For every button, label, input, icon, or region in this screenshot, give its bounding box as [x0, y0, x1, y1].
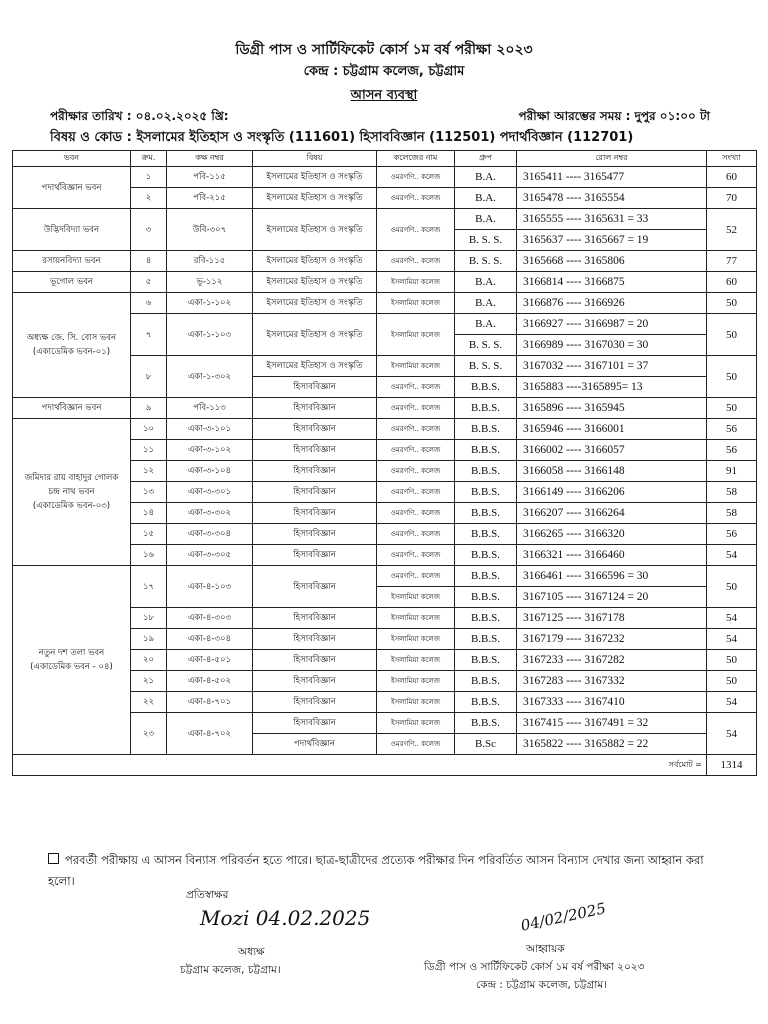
college-cell: ইসলামিয়া কলেজ: [377, 293, 455, 314]
room-cell: একা-৩-৩০১: [167, 482, 253, 503]
college-cell: ইসলামিয়া কলেজ: [377, 356, 455, 377]
count-cell: 56: [707, 440, 757, 461]
college-cell: ওমরগণি.. কলেজ: [377, 209, 455, 251]
room-cell: একা-৪-৩০৩: [167, 608, 253, 629]
building-cell: [13, 293, 131, 398]
subjects-line: বিষয় ও কোড : ইসলামের ইতিহাস ও সংস্কৃতি (111601) হিসাববিজ্ঞান (112501) পদার্থবিজ্ঞান (112701): [50, 130, 634, 145]
room-cell: রবি-১১৫: [167, 251, 253, 272]
count-cell: 91: [707, 461, 757, 482]
checkbox-icon: [48, 853, 59, 864]
serial-cell: ১৯: [131, 629, 167, 650]
group-cell: B.B.S.: [455, 608, 517, 629]
subject-cell: ইসলামের ইতিহাস ও সংস্কৃতি: [253, 356, 377, 377]
room-cell: ভূ-১১২: [167, 272, 253, 293]
serial-cell: ৪: [131, 251, 167, 272]
subject-cell: হিসাববিজ্ঞান: [253, 671, 377, 692]
room-cell: একা-৪-৩০৪: [167, 629, 253, 650]
roll-cell: 3167283 ---- 3167332: [517, 671, 707, 692]
subject-cell: হিসাববিজ্ঞান: [253, 461, 377, 482]
group-cell: B.B.S.: [455, 587, 517, 608]
serial-cell: ৩: [131, 209, 167, 251]
building-name: অধ্যক্ষ জে. সি. বোস ভবন: [26, 333, 117, 343]
serial-cell: ২১: [131, 671, 167, 692]
college-cell: ওমরগণি.. কলেজ: [377, 482, 455, 503]
roll-cell: 3167333 ---- 3167410: [517, 692, 707, 713]
serial-cell: ১৫: [131, 524, 167, 545]
serial-cell: ১৪: [131, 503, 167, 524]
college-cell: ইসলামিয়া কলেজ: [377, 587, 455, 608]
serial-cell: ১৭: [131, 566, 167, 608]
group-cell: B.B.S.: [455, 650, 517, 671]
count-cell: 58: [707, 503, 757, 524]
table-row: [13, 398, 757, 419]
roll-cell: 3167415 ---- 3167491 = 32: [517, 713, 707, 734]
convener-exam: ডিগ্রী পাস ও সার্টিফিকেট কোর্স ১ম বর্ষ পরীক্ষা ২০২৩: [424, 961, 645, 973]
building-note: (একাডেমিক ভবন-০৩): [32, 501, 111, 511]
serial-cell: ১৩: [131, 482, 167, 503]
college-cell: ইসলামিয়া কলেজ: [377, 608, 455, 629]
count-cell: 50: [707, 566, 757, 608]
serial-cell: ২: [131, 188, 167, 209]
subject-cell: ইসলামের ইতিহাস ও সংস্কৃতি: [253, 167, 377, 188]
table-row: [13, 167, 757, 188]
serial-cell: ৭: [131, 314, 167, 356]
college-cell: ওমরগণি.. কলেজ: [377, 167, 455, 188]
group-cell: B.B.S.: [455, 503, 517, 524]
exam-start-time: পরীক্ষা আরম্ভের সময় : দুপুর ০১:০০ টা: [518, 109, 710, 123]
roll-cell: 3166265 ---- 3166320: [517, 524, 707, 545]
principal-org: চট্টগ্রাম কলেজ, চট্টগ্রাম।: [180, 964, 281, 976]
group-cell: B. S. S.: [455, 230, 517, 251]
seat-plan-heading: আসন ব্যবস্থা: [350, 88, 418, 103]
room-cell: একা-৩-১০২: [167, 440, 253, 461]
group-cell: B.B.S.: [455, 692, 517, 713]
room-cell: পবি-২১৫: [167, 188, 253, 209]
subject-cell: হিসাববিজ্ঞান: [253, 566, 377, 608]
group-cell: B.B.S.: [455, 671, 517, 692]
roll-cell: 3165946 ---- 3166001: [517, 419, 707, 440]
count-cell: 50: [707, 671, 757, 692]
subject-cell: হিসাববিজ্ঞান: [253, 545, 377, 566]
college-cell: ওমরগণি.. কলেজ: [377, 503, 455, 524]
serial-cell: ১১: [131, 440, 167, 461]
roll-cell: 3166207 ---- 3166264: [517, 503, 707, 524]
college-cell: ওমরগণি.. কলেজ: [377, 566, 455, 587]
roll-cell: 3167233 ---- 3167282: [517, 650, 707, 671]
room-cell: একা-৪-৭০১: [167, 692, 253, 713]
building-note: (একাডেমিক ভবন - ০৪): [30, 662, 113, 672]
table-header-row: [13, 151, 757, 167]
subject-cell: ইসলামের ইতিহাস ও সংস্কৃতি: [253, 251, 377, 272]
room-cell: উবি-৩০৭: [167, 209, 253, 251]
count-cell: 54: [707, 545, 757, 566]
college-cell: ইসলামিয়া কলেজ: [377, 650, 455, 671]
room-cell: পবি-১১৫: [167, 167, 253, 188]
subject-cell: হিসাববিজ্ঞান: [253, 608, 377, 629]
header-roll: রোল নম্বর: [517, 151, 707, 167]
convener-title: আহ্বায়ক: [526, 943, 565, 955]
serial-cell: ২২: [131, 692, 167, 713]
room-cell: একা-৪-৭০২: [167, 713, 253, 755]
room-cell: পবি-১১৩: [167, 398, 253, 419]
group-cell: B.A.: [455, 272, 517, 293]
college-cell: ইসলামিয়া কলেজ: [377, 314, 455, 356]
roll-cell: 3167105 ---- 3167124 = 20: [517, 587, 707, 608]
serial-cell: ৯: [131, 398, 167, 419]
college-cell: ইসলামিয়া কলেজ: [377, 692, 455, 713]
page-title: ডিগ্রী পাস ও সার্টিফিকেট কোর্স ১ম বর্ষ পরীক্ষা ২০২৩: [235, 42, 533, 58]
count-cell: 56: [707, 524, 757, 545]
count-cell: 54: [707, 629, 757, 650]
seat-plan-note: [48, 850, 728, 892]
exam-center: কেন্দ্র : চট্টগ্রাম কলেজ, চট্টগ্রাম: [303, 64, 465, 79]
count-cell: 60: [707, 167, 757, 188]
roll-cell: 3166321 ---- 3166460: [517, 545, 707, 566]
header-serial: ক্রম.: [131, 151, 167, 167]
room-cell: একা-৩-১০৪: [167, 461, 253, 482]
roll-cell: 3165883 ----3165895= 13: [517, 377, 707, 398]
subject-cell: হিসাববিজ্ঞান: [253, 440, 377, 461]
building-name: নতুন দশ তলা ভবন: [38, 648, 105, 658]
subject-cell: হিসাববিজ্ঞান: [253, 713, 377, 734]
count-cell: 70: [707, 188, 757, 209]
college-cell: ওমরগণি.. কলেজ: [377, 419, 455, 440]
count-cell: 50: [707, 314, 757, 356]
group-cell: B.B.S.: [455, 377, 517, 398]
group-cell: B.B.S.: [455, 482, 517, 503]
roll-cell: 3166002 ---- 3166057: [517, 440, 707, 461]
college-cell: ওমরগণি.. কলেজ: [377, 524, 455, 545]
room-cell: একা-১-৩০২: [167, 356, 253, 398]
subject-cell: ইসলামের ইতিহাস ও সংস্কৃতি: [253, 293, 377, 314]
college-cell: ইসলামিয়া কলেজ: [377, 272, 455, 293]
countersign-label: প্রতিস্বাক্ষর: [186, 889, 229, 901]
group-cell: B. S. S.: [455, 335, 517, 356]
convener-signature: 04/02/2025: [519, 899, 608, 935]
header-building: ভবন: [13, 151, 131, 167]
group-cell: B.Sc: [455, 734, 517, 755]
subject-cell: ইসলামের ইতিহাস ও সংস্কৃতি: [253, 209, 377, 251]
count-cell: 60: [707, 272, 757, 293]
roll-cell: 3166876 ---- 3166926: [517, 293, 707, 314]
principal-title: অধ্যক্ষ: [238, 946, 265, 958]
room-cell: একা-১-১০২: [167, 293, 253, 314]
roll-cell: 3167032 ---- 3167101 = 37: [517, 356, 707, 377]
building-cell: রসায়নবিদ্যা ভবন: [13, 251, 131, 272]
roll-cell: 3166461 ---- 3166596 = 30: [517, 566, 707, 587]
group-cell: B.A.: [455, 188, 517, 209]
count-cell: 50: [707, 293, 757, 314]
seat-plan-table: [12, 150, 757, 776]
subject-cell: পদার্থবিজ্ঞান: [253, 734, 377, 755]
roll-cell: 3165668 ---- 3165806: [517, 251, 707, 272]
count-cell: 58: [707, 482, 757, 503]
college-cell: ওমরগণি.. কলেজ: [377, 398, 455, 419]
serial-cell: ১: [131, 167, 167, 188]
note-text: পরবর্তী পরীক্ষায় এ আসন বিন্যাস পরিবর্তন হতে পারে। ছাত্র-ছাত্রীদের প্রত্যেক পরীক্ষার দিন পরিবর্তিত আসন বিন্যাস দেখার জন্য আহ্বান করা হলো।: [48, 853, 704, 888]
roll-cell: 3166927 ---- 3166987 = 20: [517, 314, 707, 335]
room-cell: একা-৩-৩০৫: [167, 545, 253, 566]
group-cell: B.B.S.: [455, 398, 517, 419]
count-cell: 54: [707, 608, 757, 629]
count-cell: 54: [707, 713, 757, 755]
room-cell: একা-৪-১০৩: [167, 566, 253, 608]
header-count: সংখ্যা: [707, 151, 757, 167]
building-cell: ভূগোল ভবন: [13, 272, 131, 293]
subject-cell: হিসাববিজ্ঞান: [253, 650, 377, 671]
subject-cell: হিসাববিজ্ঞান: [253, 503, 377, 524]
college-cell: ইসলামিয়া কলেজ: [377, 629, 455, 650]
building-name-line2: চন্দ্র নাথ ভবন: [48, 487, 95, 497]
total-row: [13, 755, 757, 776]
group-cell: B.A.: [455, 167, 517, 188]
total-label: সর্বমোট =: [13, 755, 707, 776]
table-row: [13, 251, 757, 272]
group-cell: B. S. S.: [455, 251, 517, 272]
building-note: (একাডেমিক ভবন-০১): [32, 347, 111, 357]
serial-cell: ১৬: [131, 545, 167, 566]
subject-cell: হিসাববিজ্ঞান: [253, 482, 377, 503]
serial-cell: ১৮: [131, 608, 167, 629]
college-cell: ইসলামিয়া কলেজ: [377, 671, 455, 692]
roll-cell: 3165896 ---- 3165945: [517, 398, 707, 419]
serial-cell: ৮: [131, 356, 167, 398]
group-cell: B. S. S.: [455, 356, 517, 377]
subject-cell: হিসাববিজ্ঞান: [253, 419, 377, 440]
subject-cell: হিসাববিজ্ঞান: [253, 377, 377, 398]
serial-cell: ২০: [131, 650, 167, 671]
subject-cell: হিসাববিজ্ঞান: [253, 692, 377, 713]
room-cell: একা-৩-৩০২: [167, 503, 253, 524]
college-cell: ওমরগণি.. কলেজ: [377, 251, 455, 272]
roll-cell: 3166149 ---- 3166206: [517, 482, 707, 503]
serial-cell: ৬: [131, 293, 167, 314]
count-cell: 52: [707, 209, 757, 251]
exam-date: পরীক্ষার তারিখ : ০৪.০২.২০২৫ খ্রি:: [50, 109, 229, 123]
group-cell: B.B.S.: [455, 440, 517, 461]
roll-cell: 3165411 ---- 3165477: [517, 167, 707, 188]
college-cell: ওমরগণি.. কলেজ: [377, 734, 455, 755]
roll-cell: 3165555 ---- 3165631 = 33: [517, 209, 707, 230]
college-cell: ওমরগণি.. কলেজ: [377, 188, 455, 209]
group-cell: B.B.S.: [455, 713, 517, 734]
count-cell: 50: [707, 650, 757, 671]
group-cell: B.A.: [455, 314, 517, 335]
subject-cell: ইসলামের ইতিহাস ও সংস্কৃতি: [253, 314, 377, 356]
serial-cell: ১২: [131, 461, 167, 482]
room-cell: একা-৩-৩০৪: [167, 524, 253, 545]
college-cell: ওমরগণি.. কলেজ: [377, 461, 455, 482]
count-cell: 54: [707, 692, 757, 713]
roll-cell: 3166814 ---- 3166875: [517, 272, 707, 293]
roll-cell: 3166058 ---- 3166148: [517, 461, 707, 482]
total-value: 1314: [707, 755, 757, 776]
roll-cell: 3165637 ---- 3165667 = 19: [517, 230, 707, 251]
building-cell: উদ্ভিদবিদ্যা ভবন: [13, 209, 131, 251]
roll-cell: 3165822 ---- 3165882 = 22: [517, 734, 707, 755]
building-cell: [13, 419, 131, 566]
subject-cell: হিসাববিজ্ঞান: [253, 629, 377, 650]
roll-cell: 3167179 ---- 3167232: [517, 629, 707, 650]
table-row: [13, 209, 757, 230]
serial-cell: ২৩: [131, 713, 167, 755]
table-row: [13, 272, 757, 293]
building-cell: [13, 566, 131, 755]
roll-cell: 3167125 ---- 3167178: [517, 608, 707, 629]
building-cell: পদার্থবিজ্ঞান ভবন: [13, 167, 131, 209]
count-cell: 77: [707, 251, 757, 272]
group-cell: B.B.S.: [455, 545, 517, 566]
table-row: [13, 566, 757, 587]
group-cell: B.B.S.: [455, 419, 517, 440]
header-subject: বিষয়: [253, 151, 377, 167]
college-cell: ইসলামিয়া কলেজ: [377, 713, 455, 734]
serial-cell: ১০: [131, 419, 167, 440]
college-cell: ওমরগণি.. কলেজ: [377, 440, 455, 461]
count-cell: 50: [707, 356, 757, 398]
room-cell: একা-৩-১০১: [167, 419, 253, 440]
header-college: কলেজের নাম: [377, 151, 455, 167]
college-cell: ওমরগণি.. কলেজ: [377, 377, 455, 398]
group-cell: B.A.: [455, 209, 517, 230]
subject-cell: ইসলামের ইতিহাস ও সংস্কৃতি: [253, 272, 377, 293]
roll-cell: 3165478 ---- 3165554: [517, 188, 707, 209]
count-cell: 50: [707, 398, 757, 419]
count-cell: 56: [707, 419, 757, 440]
subject-cell: ইসলামের ইতিহাস ও সংস্কৃতি: [253, 188, 377, 209]
principal-signature: Mozi 04.02.2025: [200, 906, 371, 930]
header-room: কক্ষ নম্বর: [167, 151, 253, 167]
table-row: [13, 419, 757, 440]
room-cell: একা-১-১০৩: [167, 314, 253, 356]
group-cell: B.A.: [455, 293, 517, 314]
roll-cell: 3166989 ---- 3167030 = 30: [517, 335, 707, 356]
group-cell: B.B.S.: [455, 461, 517, 482]
group-cell: B.B.S.: [455, 629, 517, 650]
building-name: জমিদার রায় বাহাদুর গোলক: [24, 473, 119, 483]
building-cell: পদার্থবিজ্ঞান ভবন: [13, 398, 131, 419]
room-cell: একা-৪-৫০২: [167, 671, 253, 692]
group-cell: B.B.S.: [455, 566, 517, 587]
subject-cell: হিসাববিজ্ঞান: [253, 398, 377, 419]
group-cell: B.B.S.: [455, 524, 517, 545]
serial-cell: ৫: [131, 272, 167, 293]
table-row: [13, 293, 757, 314]
header-group: গ্রুপ: [455, 151, 517, 167]
convener-center: কেন্দ্র : চট্টগ্রাম কলেজ, চট্টগ্রাম।: [476, 979, 607, 991]
room-cell: একা-৪-৫০১: [167, 650, 253, 671]
subject-cell: হিসাববিজ্ঞান: [253, 524, 377, 545]
college-cell: ওমরগণি.. কলেজ: [377, 545, 455, 566]
